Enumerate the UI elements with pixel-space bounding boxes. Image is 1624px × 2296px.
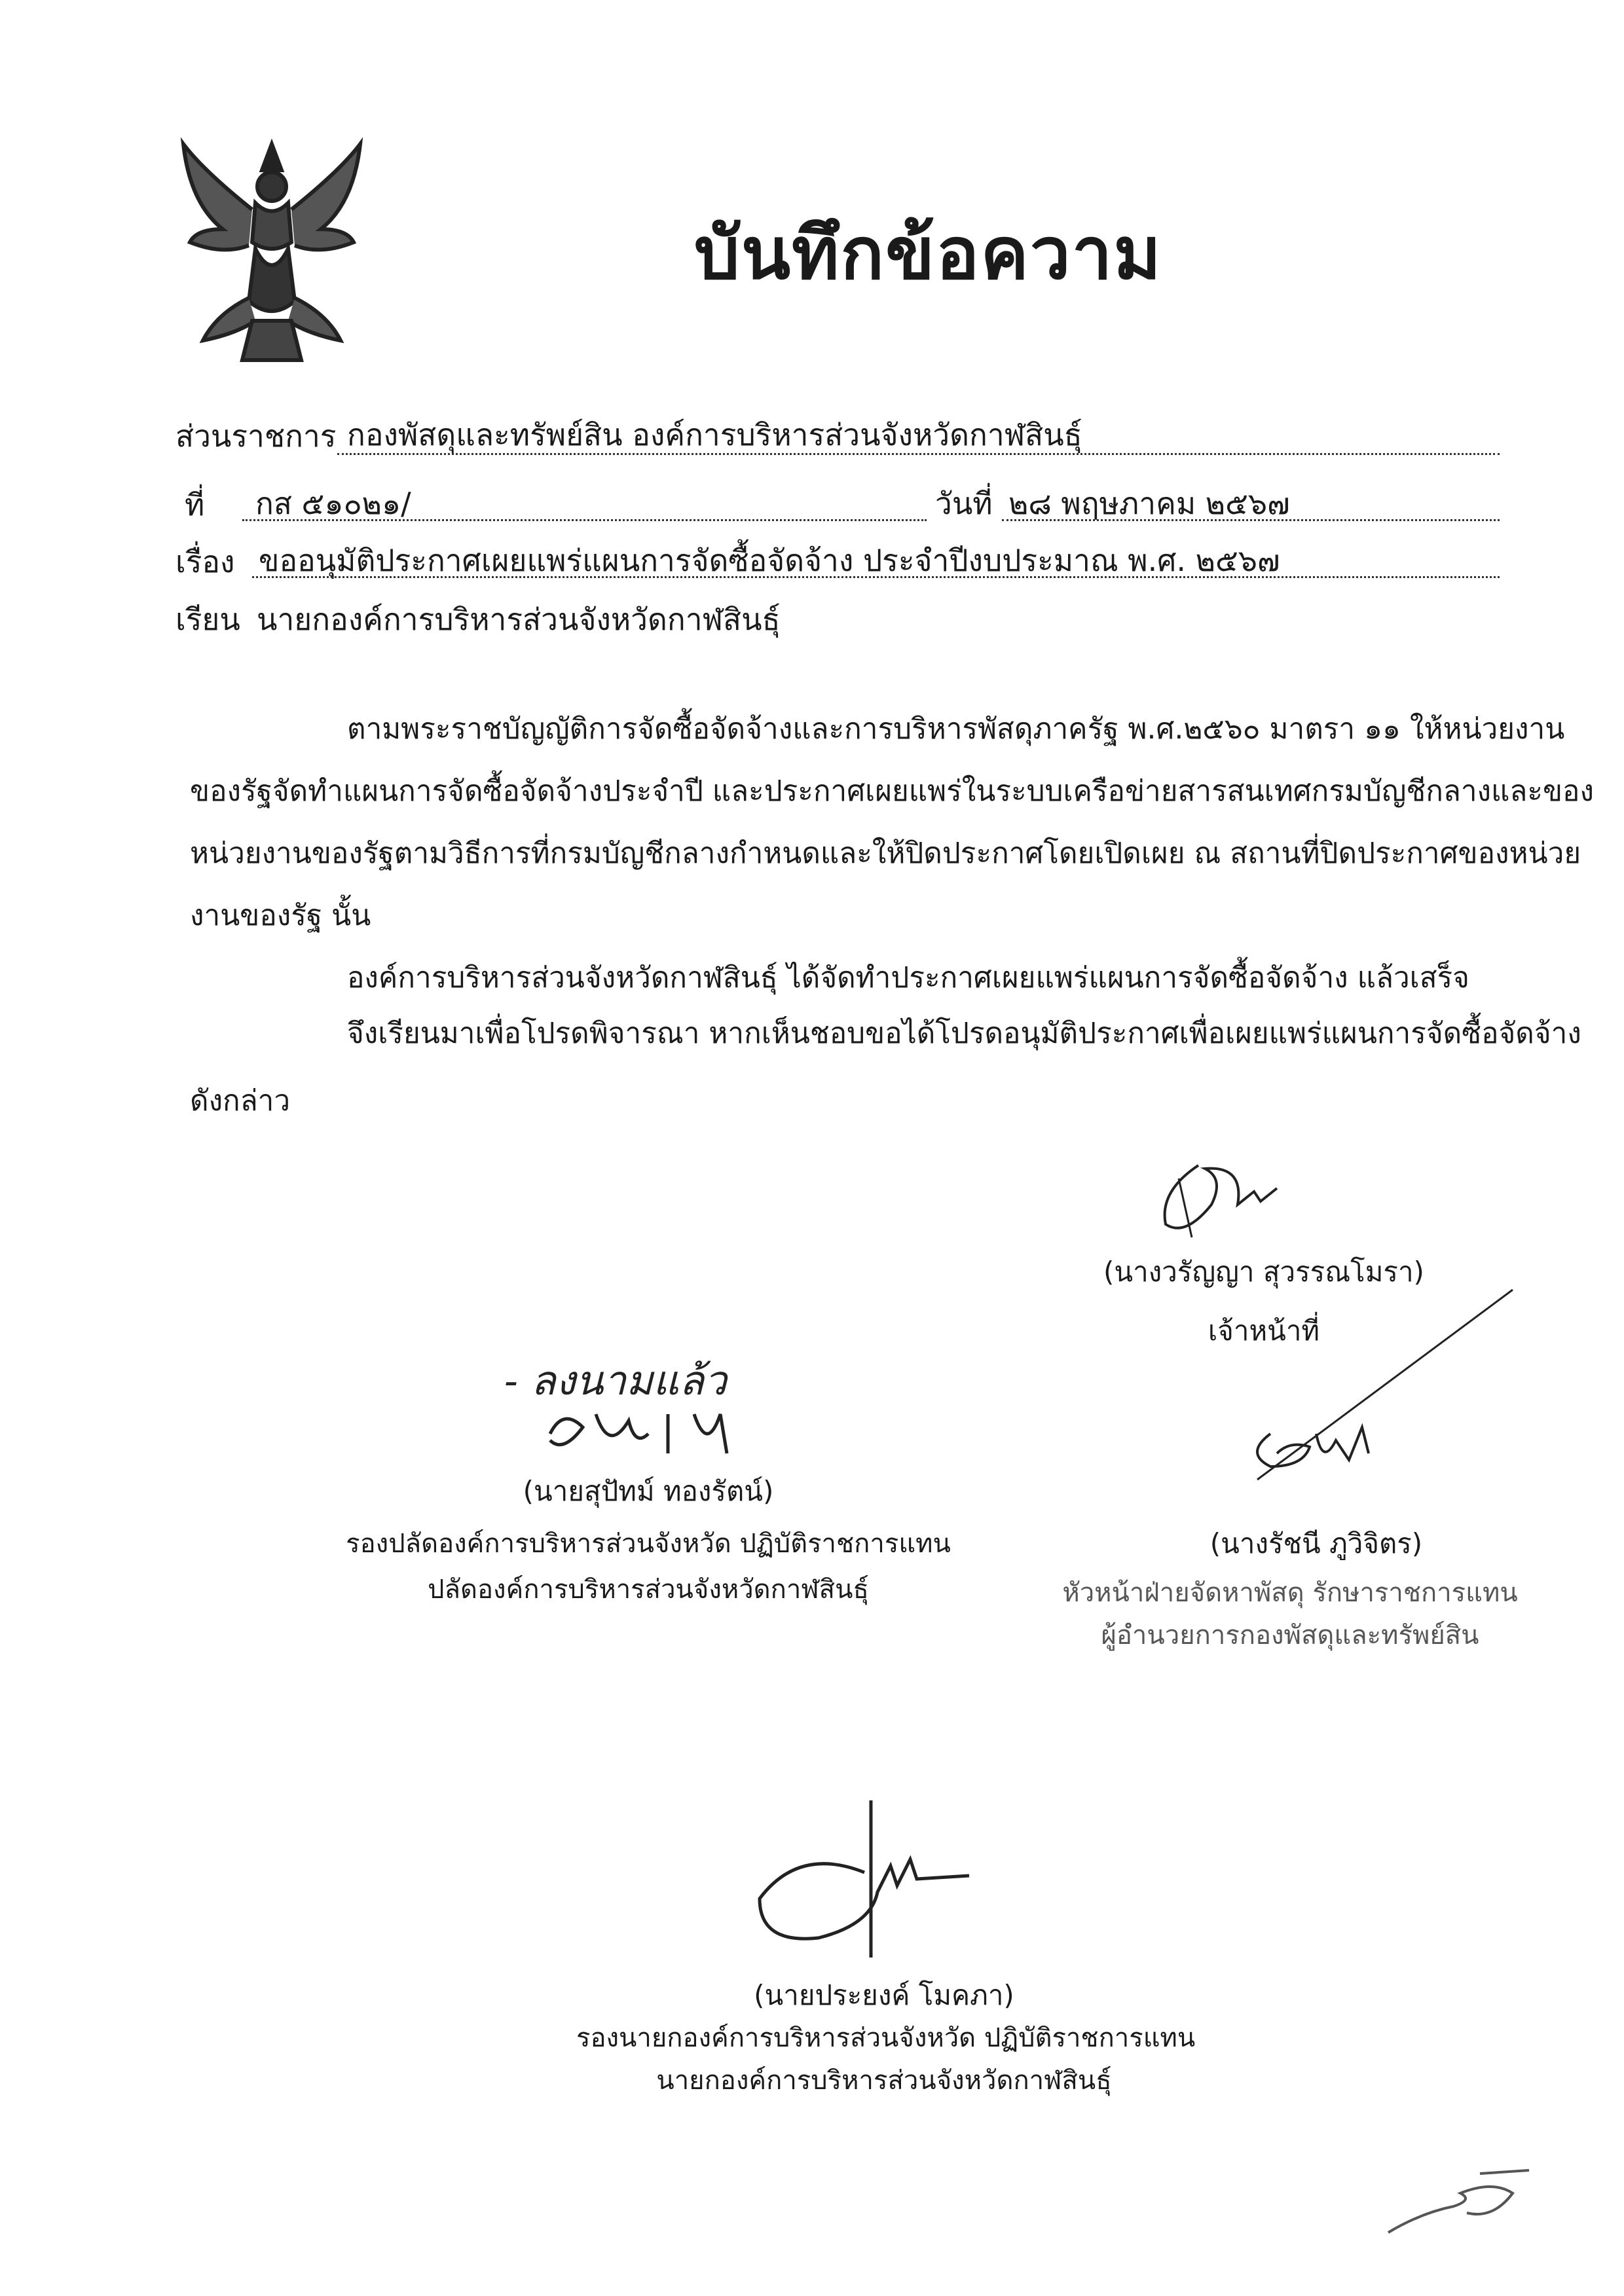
date-label: วันที่	[935, 486, 993, 521]
date-value: ๒๘ พฤษภาคม ๒๕๖๗	[1008, 486, 1290, 521]
officer-signature	[1139, 1152, 1297, 1244]
ref-label: ที่	[185, 487, 205, 522]
agency-rule	[337, 453, 1500, 455]
deputy-mayor-position-2: นายกองค์การบริหารส่วนจังหวัดกาฬสินธุ์	[656, 2066, 1112, 2096]
deputy-mayor-signature	[720, 1794, 982, 1964]
garuda-emblem	[177, 131, 367, 373]
body-line-3: หน่วยงานของรัฐตามวิธีการที่กรมบัญชีกลางกำหนดและให้ปิดประกาศโดยเปิดเผย ณ สถานที่ปิดประกาศของหน่วย	[190, 837, 1581, 870]
deputy-mayor-name: (นายประยงค์ โมคภา)	[754, 1979, 1014, 2011]
agency-label: ส่วนราชการ	[175, 418, 337, 454]
ref-value: กส ๕๑๐๒๑/	[255, 486, 411, 521]
corner-initial-mark	[1382, 2167, 1532, 2239]
body-line-7: ดังกล่าว	[190, 1084, 291, 1118]
deputy-clerk-signature	[537, 1394, 760, 1467]
officer-position: เจ้าหน้าที่	[1208, 1315, 1320, 1347]
officer-name: (นางวรัญญา สุวรรณโมรา)	[1103, 1256, 1424, 1288]
to-value: นายกองค์การบริหารส่วนจังหวัดกาฬสินธุ์	[257, 602, 781, 637]
subject-rule	[252, 576, 1500, 578]
ref-rule	[242, 519, 927, 521]
date-rule	[1002, 519, 1500, 521]
to-label: เรียน	[175, 602, 240, 637]
body-line-5: องค์การบริหารส่วนจังหวัดกาฬสินธุ์ ได้จัดทำประกาศเผยแพร่แผนการจัดซื้อจัดจ้าง แล้วเสร็จ	[347, 961, 1469, 994]
subject-value: ขออนุมัติประกาศเผยแพร่แผนการจัดซื้อจัดจ้าง ประจำปีงบประมาณ พ.ศ. ๒๕๖๗	[259, 543, 1280, 578]
head-procurement-signature	[1231, 1283, 1532, 1512]
body-line-2: ของรัฐจัดทำแผนการจัดซื้อจัดจ้างประจำปี และประกาศเผยแพร่ในระบบเครือข่ายสารสนเทศกรมบัญชีกลางและของ	[190, 774, 1594, 808]
deputy-clerk-position-2: ปลัดองค์การบริหารส่วนจังหวัดกาฬสินธุ์	[428, 1575, 869, 1605]
head-procurement-name: (นางรัชนี ภูวิจิตร)	[1209, 1527, 1423, 1559]
deputy-mayor-position-1: รองนายกองค์การบริหารส่วนจังหวัด ปฏิบัติราชการแทน	[576, 2023, 1196, 2053]
body-line-1: ตามพระราชบัญญัติการจัดซื้อจัดจ้างและการบริหารพัสดุภาครัฐ พ.ศ.๒๕๖๐ มาตรา ๑๑ ให้หน่วยงาน	[347, 712, 1565, 746]
deputy-clerk-position-1: รองปลัดองค์การบริหารส่วนจังหวัด ปฏิบัติราชการแทน	[346, 1529, 951, 1559]
memo-title: บันทึกข้อความ	[694, 211, 1163, 295]
agency-value: กองพัสดุและทรัพย์สิน องค์การบริหารส่วนจังหวัดกาฬสินธุ์	[347, 417, 1082, 452]
deputy-clerk-name: (นายสุปัทม์ ทองรัตน์)	[523, 1475, 774, 1507]
body-line-6: จึงเรียนมาเพื่อโปรดพิจารณา หากเห็นชอบขอได้โปรดอนุมัติประกาศเพื่อเผยแพร่แผนการจัดซื้อจัดจ้าง	[347, 1017, 1581, 1050]
handwritten-approval-note: - ลงนามแล้ว	[504, 1357, 727, 1404]
head-procurement-position-2: ผู้อำนวยการกองพัสดุและทรัพย์สิน	[1101, 1620, 1479, 1650]
subject-label: เรื่อง	[175, 544, 235, 579]
body-line-4: งานของรัฐ นั้น	[190, 899, 371, 932]
head-procurement-position-1: หัวหน้าฝ่ายจัดหาพัสดุ รักษาราชการแทน	[1062, 1578, 1518, 1608]
